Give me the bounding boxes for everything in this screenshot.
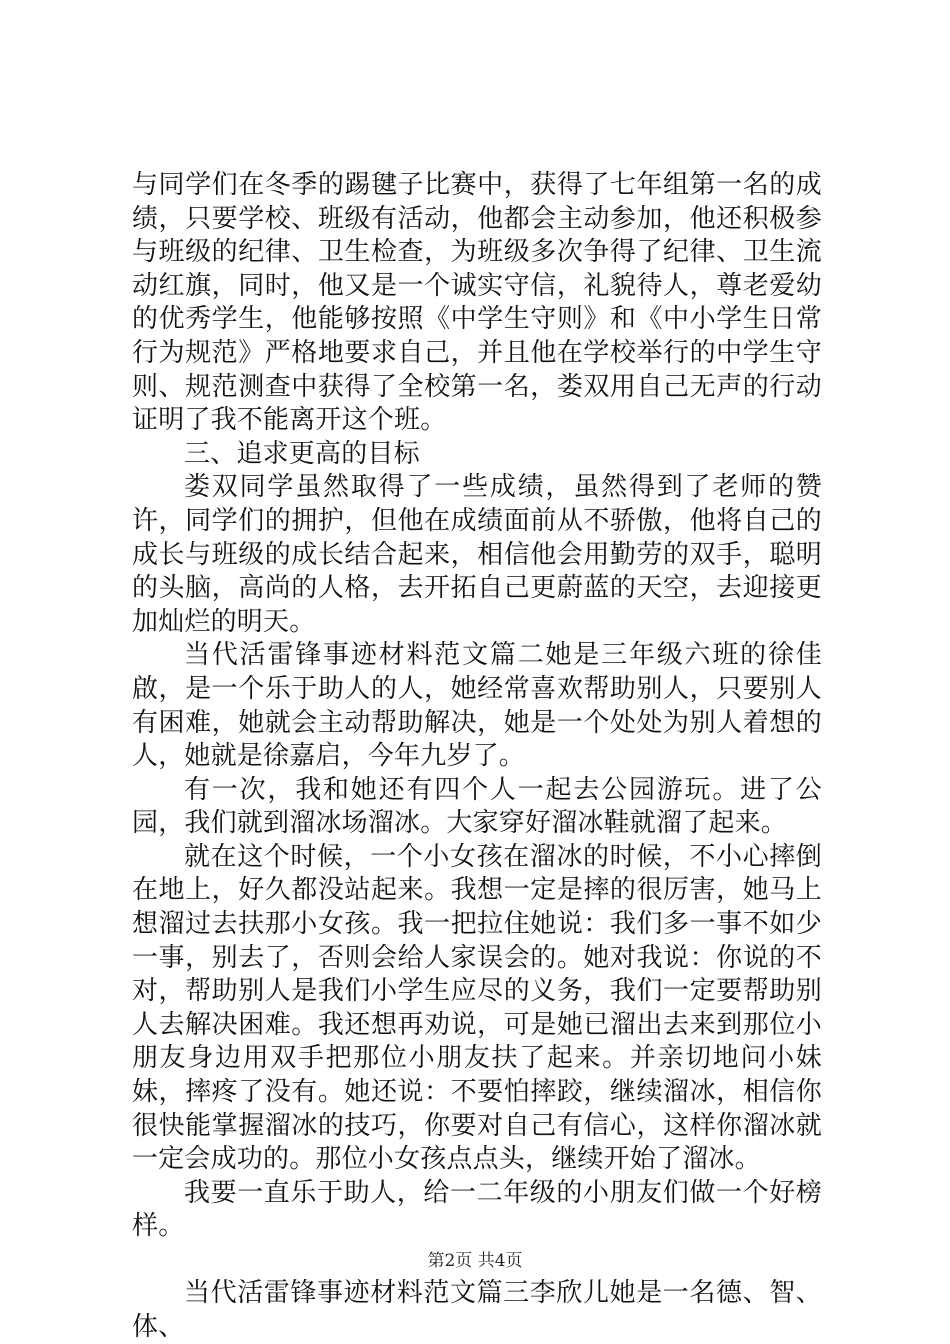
section-heading: 三、追求更高的目标: [184, 438, 420, 469]
paragraph: 有一次，我和她还有四个人一起去公园游玩。进了公园，我们就到溜冰场溜冰。大家穿好溜冰鞋就溜了起来。: [132, 774, 822, 839]
paragraph: 与同学们在冬季的踢毽子比赛中，获得了七年组第一名的成绩，只要学校、班级有活动，他都会主动参加，他还积极参与班级的纪律、卫生检查，为班级多次争得了纪律、卫生流动红旗，同时，他又是一个诚实守信，礼貌待人，尊老爱幼的优秀学生，他能够按照《中学生守则》和《中小学生日常行为规范》严格地要求自己，并且他在学校举行的中学生守则、规范测查中获得了全校第一名，娄双用自己无声的行动证明了我不能离开这个班。: [132, 170, 822, 436]
paragraph: 当代活雷锋事迹材料范文篇二她是三年级六班的徐佳啟，是一个乐于助人的人，她经常喜欢帮助别人，只要别人有困难，她就会主动帮助解决，她是一个处处为别人着想的人，她就是徐嘉启，今年九岁了。: [132, 640, 822, 772]
paragraph: 娄双同学虽然取得了一些成绩，虽然得到了老师的赞许，同学们的拥护，但他在成绩面前从不骄傲，他将自己的成长与班级的成长结合起来，相信他会用勤劳的双手，聪明的头脑，高尚的人格，去开拓自己更蔚蓝的天空，去迎接更加灿烂的明天。: [132, 472, 822, 637]
page-number-footer: 第2页 共4页: [427, 1251, 523, 1271]
paragraph: 我要一直乐于助人，给一二年级的小朋友们做一个好榜样。: [132, 1177, 822, 1242]
paragraph: 就在这个时候，一个小女孩在溜冰的时候，不小心摔倒在地上，好久都没站起来。我想一定是摔的很厉害，她马上想溜过去扶那小女孩。我一把拉住她说：我们多一事不如少一事，别去了，否则会给人家误会的。她对我说：你说的不对，帮助别人是我们小学生应尽的义务，我们一定要帮助别人去解决困难。我还想再劝说，可是她已溜出去来到那位小朋友身边用双手把那位小朋友扶了起来。并亲切地问小妹妹，摔疼了没有。她还说：不要怕摔跤，继续溜冰，相信你很快能掌握溜冰的技巧，你要对自己有信心，这样你溜冰就一定会成功的。那位小女孩点点头，继续开始了溜冰。: [132, 841, 822, 1175]
document-body: [132, 169, 822, 1344]
paragraph: 当代活雷锋事迹材料范文篇三李欣儿她是一名德、智、体、: [132, 1278, 822, 1342]
